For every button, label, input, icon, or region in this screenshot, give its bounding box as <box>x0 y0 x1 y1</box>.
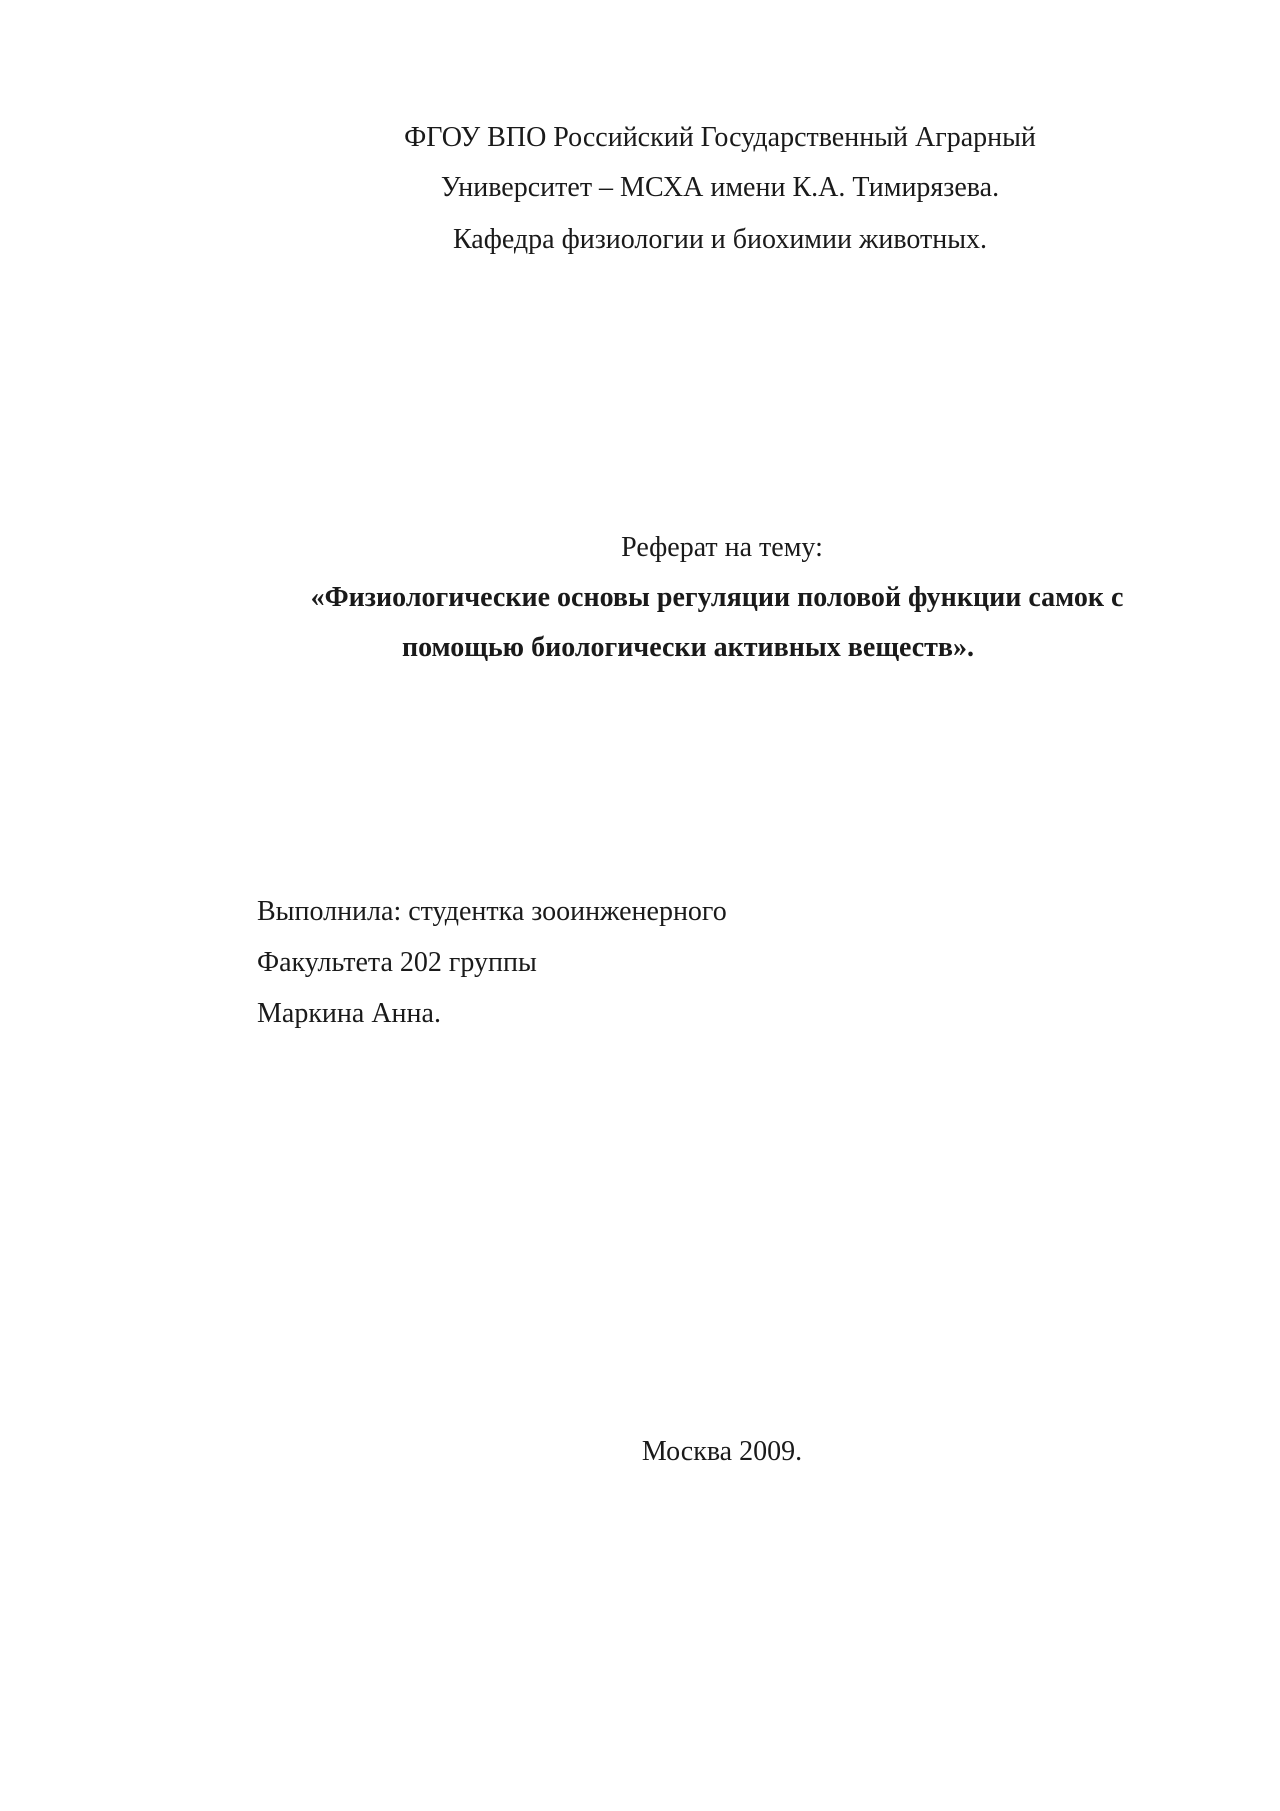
department-line: Кафедра физиологии и биохимии животных. <box>452 224 988 255</box>
topic-title-line-1: «Физиологические основы регуляции половой функции самок с <box>310 582 1124 613</box>
author-name: Маркина Анна. <box>257 998 441 1029</box>
institution-line-1: ФГОУ ВПО Российский Государственный Аграрный <box>404 122 1036 153</box>
institution-line-2: Университет – МСХА имени К.А. Тимирязева. <box>440 172 1000 203</box>
author-line-2: Факультета 202 группы <box>257 947 537 978</box>
topic-intro: Реферат на тему: <box>621 532 823 563</box>
city-year: Москва 2009. <box>641 1436 803 1467</box>
author-line-1: Выполнила: студентка зооинженерного <box>257 896 727 927</box>
topic-title-line-2: помощью биологически активных веществ». <box>401 632 975 663</box>
